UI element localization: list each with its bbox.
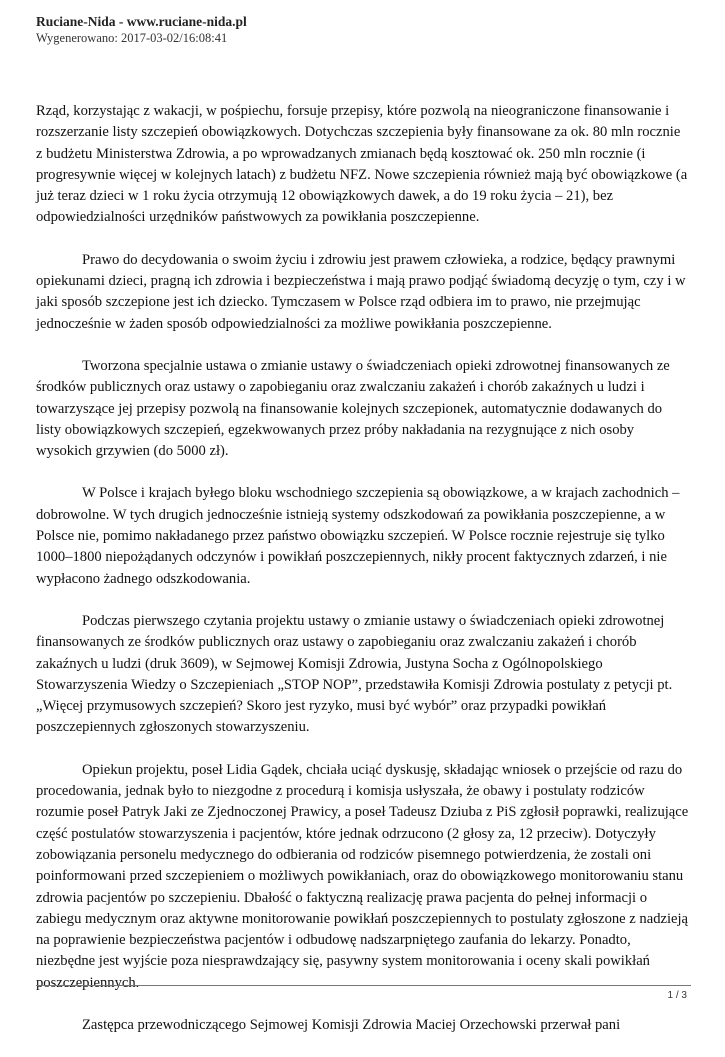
article-paragraph: Rząd, korzystając z wakacji, w pośpiechu, forsuje przepisy, które pozwolą na nieograniczone finansowanie i rozszerzanie listy szczepień obowiązkowych. Dotychczas szczepienia były finansowane za ok. 80 mln rocznie z budżetu Ministerstwa Zdrowia, a po wprowadzanych zmianach będą kosztować ok. 250 mln rocznie (i progresywnie więcej w kolejnych latach) z budżetu NFZ. Nowe szczepienia również mają być obowiązkowe (a już teraz dzieci w 1 roku życia otrzymują 12 obowiązkowych dawek, a do 19 roku życia – 21), bez odpowiedzialności urzędników państwowych za powikłania poszczepienne. xyxy=(36,103,688,226)
article-paragraph: Opiekun projektu, poseł Lidia Gądek, chciała uciąć dyskusję, składając wniosek o przejście od razu do procedowania, jednak było to niezgodne z procedurą i komisja usłyszała, że obawy i postulaty rodziców rozumie poseł Patryk Jaki ze Zjednoczonej Prawicy, a poseł Tadeusz Dziuba z PiS zgłosił poprawki, realizujące część postulatów stowarzyszenia i pacjentów, które jednak odrzucono (2 głosy za, 12 przeciw). Dotyczyły zobowiązania personelu medycznego do odbierania od rodziców pisemnego potwierdzenia, że zostali oni poinformowani przed szczepieniem o możliwych powikłaniach, oraz do obowiązkowego monitorowaniu stanu zdrowia pacjentów po szczepieniu. Dbałość o faktyczną realizację prawa pacjenta do pełnej informacji o zabiegu medycznym oraz aktywne monitorowanie powikłań poszczepiennych to postulaty zgłoszone z nadzieją na poprawienie bezpieczeństwa pacjentów i odbudowę nadszarpniętego zaufania do lekarzy. Ponadto, niezbędne jest wyjście poza niesprawdzający się, pasywny system monitorowania i oceny skali powikłań poszczepiennych. xyxy=(36,761,689,991)
article-paragraph: Prawo do decydowania o swoim życiu i zdrowiu jest prawem człowieka, a rodzice, będący prawnymi opiekunami dzieci, pragną ich zdrowia i bezpieczeństwa i mają prawo podjąć świadomą decyzję o tym, czy i w jaki sposób szczepione jest ich dziecko. Tymczasem w Polsce rząd odbiera im to prawo, nie przejmując jednocześnie w żaden sposób odpowiedzialności za możliwe powikłania poszczepienne. xyxy=(36,251,686,332)
article-paragraph: Podczas pierwszego czytania projektu ustawy o zmianie ustawy o świadczeniach opieki zdrowotnej finansowanych ze środków publicznych oraz ustawy o zapobieganiu oraz zwalczaniu zakażeń i chorób zakaźnych u ludzi (druk 3609), w Sejmowej Komisji Zdrowia, Justyna Socha z Ogólnopolskiego Stowarzyszenia Wiedzy o Szczepieniach „STOP NOP”, przedstawiła Komisji Zdrowia postulaty z petycji pt. „Więcej przymusowych szczepień? Skoro jest ryzyko, musi być wybór” oraz przypadki powikłań poszczepiennych zgłoszonych stowarzyszeniu. xyxy=(36,612,673,736)
article-paragraph: W Polsce i krajach byłego bloku wschodniego szczepienia są obowiązkowe, a w krajach zachodnich – dobrowolne. W tych drugich jednocześnie istnieją systemy odszkodowań za powikłania poszczepienne, a w Polsce nie, pomimo nakładanego przez państwo obowiązku szczepień. W Polsce rocznie rejestruje się tylko 1000–1800 niepożądanych odczynów i powikłań poszczepiennych, nikły procent faktycznych zdarzeń, i nie wypłacono żadnego odszkodowania. xyxy=(36,485,680,587)
page-header xyxy=(36,13,696,46)
article-body xyxy=(36,101,690,1057)
article-paragraph: Zastępca przewodniczącego Sejmowej Komisji Zdrowia Maciej Orzechowski przerwał pani xyxy=(82,1016,621,1033)
site-title: Ruciane-Nida - www.ruciane-nida.pl xyxy=(36,14,247,29)
footer-divider xyxy=(36,985,691,986)
generated-timestamp: Wygenerowano: 2017-03-02/16:08:41 xyxy=(36,31,228,45)
page-number: 1 / 3 xyxy=(667,990,687,1001)
article-paragraph: Tworzona specjalnie ustawa o zmianie ustawy o świadczeniach opieki zdrowotnej finansowanych ze środków publicznych oraz ustawy o zapobieganiu oraz zwalczaniu zakażeń i chorób zakaźnych u ludzi i towarzyszące jej przepisy pozwolą na finansowanie kolejnych szczepionek, automatycznie dodawanych do listy obowiązkowych szczepień, egzekwowanych przez próby nakładania na rezygnujące z nich osoby wysokich grzywien (do 5000 zł). xyxy=(36,357,670,460)
